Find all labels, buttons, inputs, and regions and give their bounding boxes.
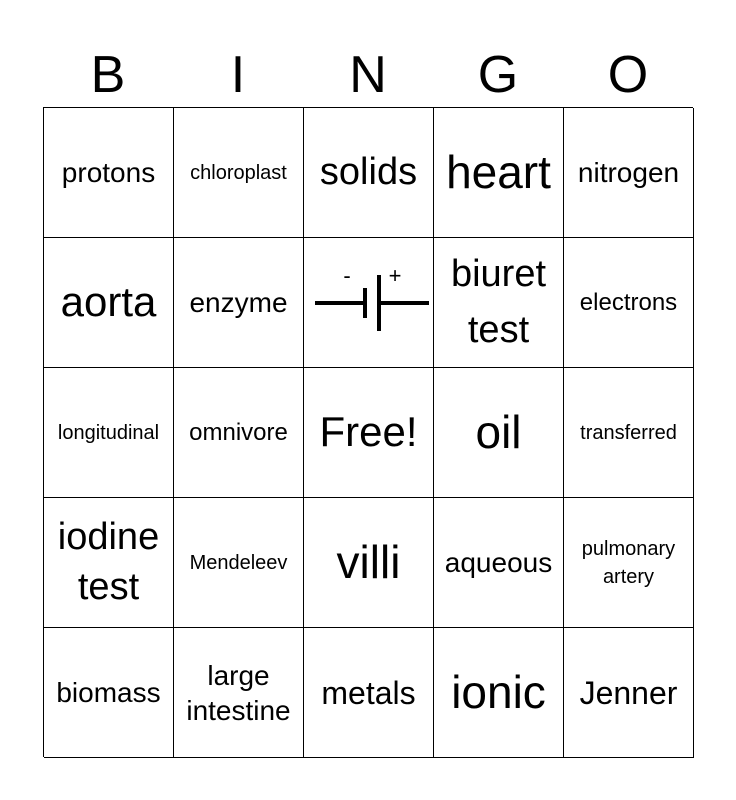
cell-label: oil (475, 405, 522, 458)
cell-label: nitrogen (577, 157, 680, 188)
header-letter-g: G (477, 46, 519, 104)
bingo-cell-r5c5[interactable] (564, 628, 694, 758)
cell-label: solids (319, 150, 418, 193)
cell-label: Jenner (579, 674, 678, 711)
bingo-cell-r4c5[interactable] (564, 498, 694, 628)
bingo-cell-r1c2[interactable] (174, 108, 304, 238)
bingo-cell-r5c2[interactable] (174, 628, 304, 758)
bingo-cell-r5c4[interactable] (434, 628, 564, 758)
bingo-cell-r2c4[interactable] (434, 238, 564, 368)
cell-label: aorta (60, 278, 157, 326)
bingo-cell-r4c3[interactable] (304, 498, 434, 628)
bingo-cell-r3c5[interactable] (564, 368, 694, 498)
bingo-cell-r1c4[interactable] (434, 108, 564, 238)
bingo-cell-r1c3[interactable] (304, 108, 434, 238)
cell-label: heart (446, 145, 551, 198)
cell-label: metals (321, 674, 416, 711)
bingo-cell-r1c5[interactable] (564, 108, 694, 238)
cell-label: pulmonary artery (581, 537, 676, 588)
cell-label: electrons (579, 288, 678, 316)
bingo-board (43, 107, 693, 757)
cell-label: protons (61, 157, 156, 188)
cell-label: Mendeleev (189, 551, 288, 574)
bingo-cell-r2c2[interactable] (174, 238, 304, 368)
cell-label: enzyme (189, 287, 288, 318)
cell-label: aqueous (444, 547, 553, 578)
cell-label: villi (336, 535, 401, 588)
header-letter-i: I (230, 46, 246, 104)
bingo-cell-r2c5[interactable] (564, 238, 694, 368)
bingo-header (43, 42, 693, 108)
bingo-cell-r3c3-free[interactable] (304, 368, 434, 498)
cell-battery-icon (307, 263, 431, 343)
cell-label: large intestine (186, 659, 291, 726)
bingo-cell-r2c1[interactable] (44, 238, 174, 368)
cell-label: biuret test (450, 253, 547, 351)
header-letter-n: N (349, 46, 387, 104)
cell-label: longitudinal (57, 421, 160, 444)
header-letter-o: O (607, 46, 649, 104)
bingo-cell-r1c1[interactable] (44, 108, 174, 238)
bingo-cell-r4c4[interactable] (434, 498, 564, 628)
battery-plus-sign: + (388, 262, 401, 288)
cell-label: biomass (56, 677, 161, 708)
header-letter-b: B (90, 46, 126, 104)
bingo-cell-r3c2[interactable] (174, 368, 304, 498)
bingo-cell-r5c3[interactable] (304, 628, 434, 758)
bingo-cell-r2c3[interactable] (304, 238, 434, 368)
bingo-cell-r5c1[interactable] (44, 628, 174, 758)
free-space-label: Free! (319, 408, 418, 456)
bingo-cell-r3c4[interactable] (434, 368, 564, 498)
cell-label: iodine test (57, 516, 160, 608)
bingo-cell-r4c1[interactable] (44, 498, 174, 628)
cell-label: omnivore (189, 418, 288, 446)
bingo-cell-r3c1[interactable] (44, 368, 174, 498)
bingo-cell-r4c2[interactable] (174, 498, 304, 628)
cell-label: ionic (451, 665, 546, 718)
cell-label: chloroplast (190, 161, 287, 184)
cell-label: transferred (580, 421, 677, 444)
battery-minus-sign: - (342, 262, 351, 288)
